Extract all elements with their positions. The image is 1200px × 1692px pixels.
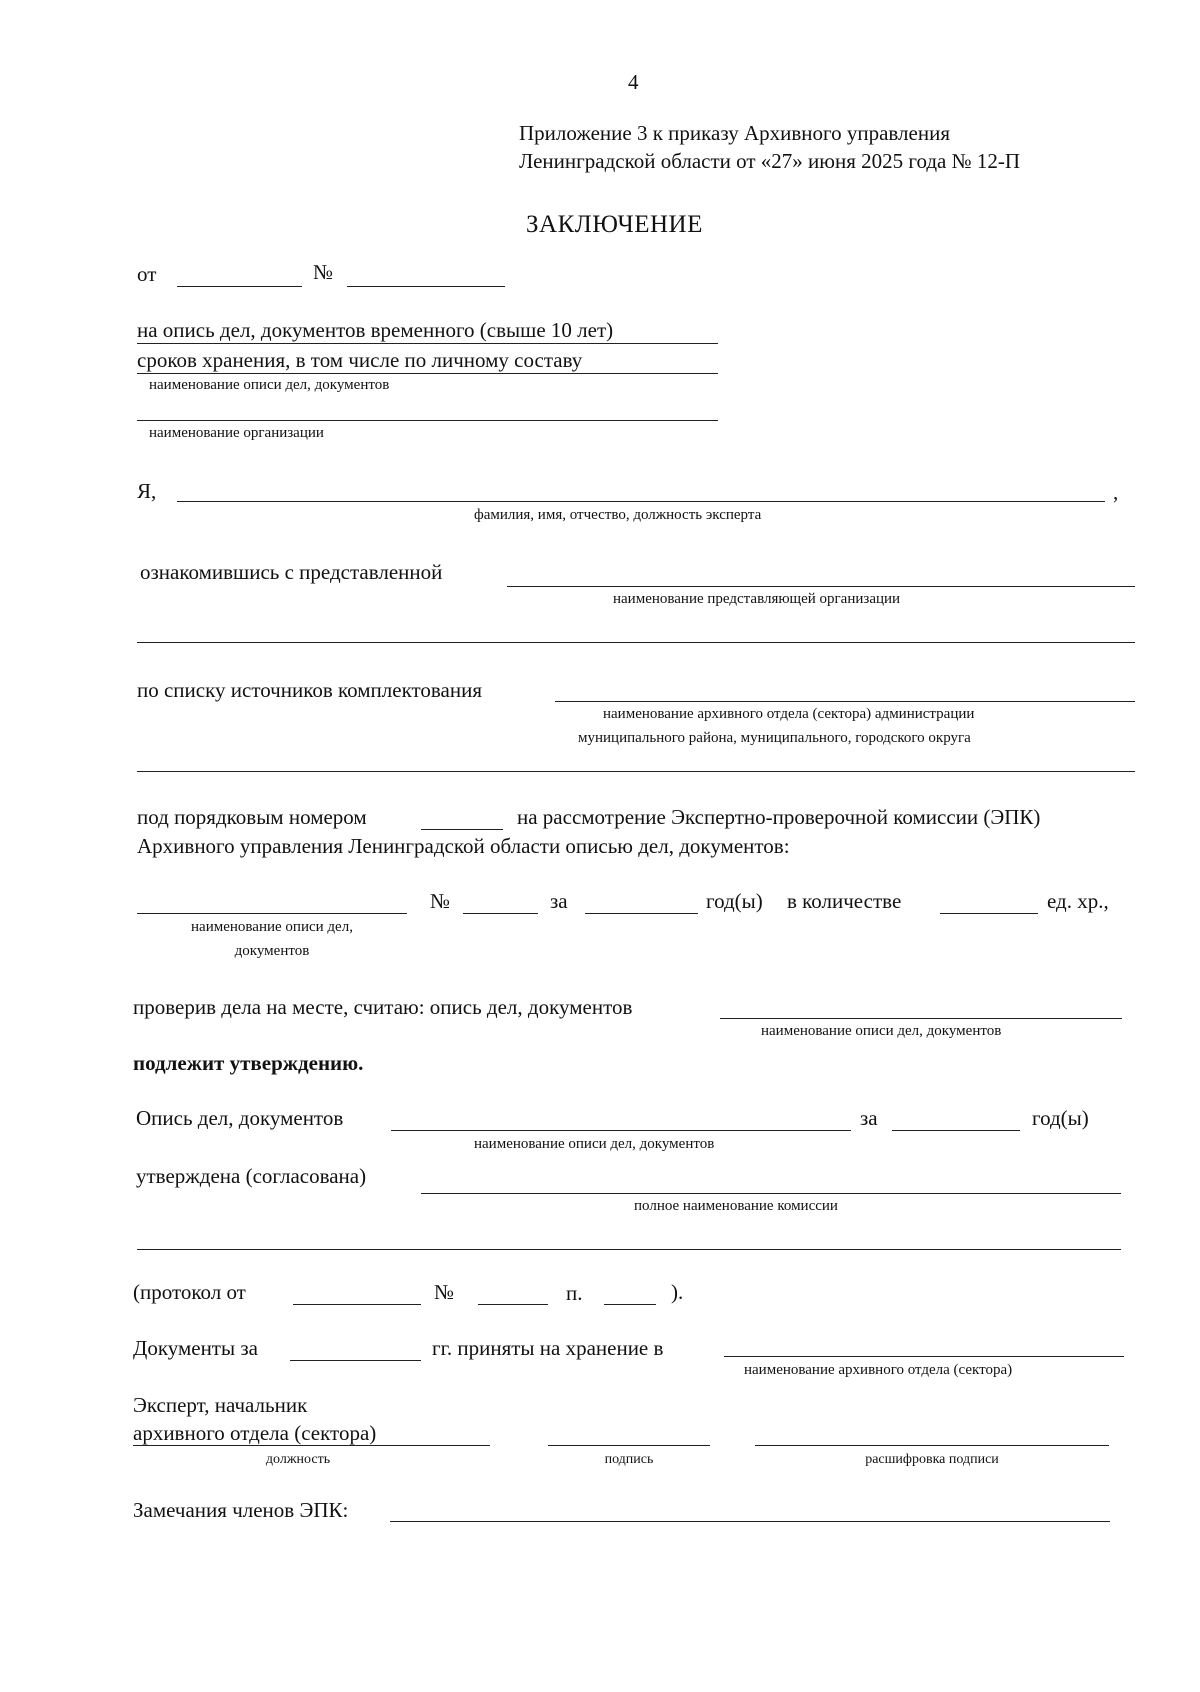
appendix-line-2: Ленинградской области от «27» июня 2025 года № 12-П: [519, 149, 1021, 173]
submission-line-2: Архивного управления Ленинградской области описью дел, документов:: [137, 834, 790, 858]
accepted-dept-field-line[interactable]: [724, 1356, 1124, 1357]
page-number: 4: [628, 70, 639, 94]
protocol-item-label: п.: [566, 1281, 583, 1305]
decoding-field-line[interactable]: [755, 1445, 1109, 1446]
approval-inventory-field-line[interactable]: [391, 1130, 851, 1131]
presenting-org-field-line[interactable]: [507, 586, 1135, 587]
inventory-underline-2: [137, 373, 718, 374]
commission-field-line[interactable]: [421, 1193, 1121, 1194]
caption-organization-name: наименование организации: [149, 425, 324, 441]
protocol-date-field-line[interactable]: [293, 1304, 421, 1305]
caption-presenting-org: наименование представляющей организации: [613, 591, 901, 607]
appendix-line-1: Приложение 3 к приказу Архивного управления: [519, 121, 950, 145]
date-field-line[interactable]: [177, 286, 302, 287]
remarks-field-line[interactable]: [390, 1521, 1110, 1522]
expert-field-line[interactable]: [177, 501, 1105, 502]
inventory-no-label: №: [430, 889, 451, 913]
serial-number-field-line[interactable]: [421, 829, 503, 830]
inventory-quantity-label: в количестве: [787, 889, 902, 913]
units-label: ед. хр.,: [1047, 889, 1109, 913]
inventory-underline-1: [137, 343, 718, 344]
archive-dept-field-line-2[interactable]: [137, 771, 1135, 772]
remarks-label: Замечания членов ЭПК:: [133, 1498, 349, 1522]
protocol-close: ).: [671, 1280, 684, 1304]
inventory-number-field-line[interactable]: [463, 913, 538, 914]
approved-label: утверждена (согласована): [136, 1164, 367, 1188]
protocol-item-field-line[interactable]: [604, 1304, 656, 1305]
caption-accepted-dept: наименование архивного отдела (сектора): [744, 1362, 1013, 1378]
caption-expert: фамилия, имя, отчество, должность эксперта: [474, 507, 762, 523]
number-field-line[interactable]: [347, 286, 505, 287]
caption-signature: подпись: [604, 1452, 654, 1467]
sources-label: по списку источников комплектования: [137, 678, 483, 702]
inventory-years-label: год(ы): [706, 889, 763, 913]
caption-archive-dept-2: муниципального района, муниципального, городского округа: [578, 730, 971, 746]
check-label: проверив дела на месте, считаю: опись дел, документов: [133, 995, 633, 1019]
expert-label: Я,: [137, 479, 157, 503]
check-conclusion: подлежит утверждению.: [133, 1051, 364, 1075]
inventory-for-label: за: [550, 889, 568, 913]
check-inventory-field-line[interactable]: [720, 1018, 1122, 1019]
caption-inventory-row-2: документов: [234, 943, 310, 959]
quantity-field-line[interactable]: [940, 913, 1038, 914]
approval-years-field-line[interactable]: [892, 1130, 1020, 1131]
submission-label-b: на рассмотрение Экспертно-проверочной комиссии (ЭПК): [517, 805, 1041, 829]
archive-dept-field-line[interactable]: [555, 701, 1135, 702]
accepted-label-a: Документы за: [133, 1336, 258, 1360]
commission-field-line-2[interactable]: [137, 1249, 1121, 1250]
protocol-number-field-line[interactable]: [478, 1304, 548, 1305]
inventory-line-1: на опись дел, документов временного (свыше 10 лет): [137, 318, 614, 342]
number-label: №: [313, 260, 334, 284]
approval-years-label: год(ы): [1032, 1106, 1089, 1130]
approval-label: Опись дел, документов: [136, 1106, 344, 1130]
from-label: от: [137, 262, 157, 286]
submission-label-a: под порядковым номером: [137, 805, 367, 829]
accepted-label-b: гг. приняты на хранение в: [432, 1336, 664, 1360]
caption-commission: полное наименование комиссии: [634, 1198, 838, 1214]
caption-check-inventory: наименование описи дел, документов: [761, 1023, 1002, 1039]
inventory-name-field-line[interactable]: [137, 913, 407, 914]
organization-field-line[interactable]: [137, 420, 718, 421]
caption-position: должность: [265, 1452, 331, 1467]
caption-decoding: расшифровка подписи: [865, 1452, 999, 1467]
caption-archive-dept-1: наименование архивного отдела (сектора) администрации: [603, 706, 975, 722]
reviewed-label: ознакомившись с представленной: [140, 560, 443, 584]
position-field-line[interactable]: [133, 1445, 490, 1446]
inventory-line-2: сроков хранения, в том числе по личному составу: [137, 348, 583, 372]
protocol-open: (протокол от: [133, 1280, 246, 1304]
expert-comma: ,: [1113, 480, 1119, 504]
approval-for-label: за: [860, 1106, 878, 1130]
protocol-no-label: №: [434, 1280, 455, 1304]
presenting-org-field-line-2[interactable]: [137, 642, 1135, 643]
signature-line-2: архивного отдела (сектора): [133, 1421, 377, 1445]
caption-inventory-name: наименование описи дел, документов: [149, 377, 390, 393]
page-title: ЗАКЛЮЧЕНИЕ: [526, 211, 703, 238]
accepted-years-field-line[interactable]: [290, 1360, 421, 1361]
caption-inventory-row-1: наименование описи дел,: [191, 919, 353, 935]
signature-field-line[interactable]: [548, 1445, 710, 1446]
signature-line-1: Эксперт, начальник: [133, 1393, 308, 1417]
caption-approval-inventory: наименование описи дел, документов: [474, 1136, 715, 1152]
inventory-years-field-line[interactable]: [585, 913, 698, 914]
